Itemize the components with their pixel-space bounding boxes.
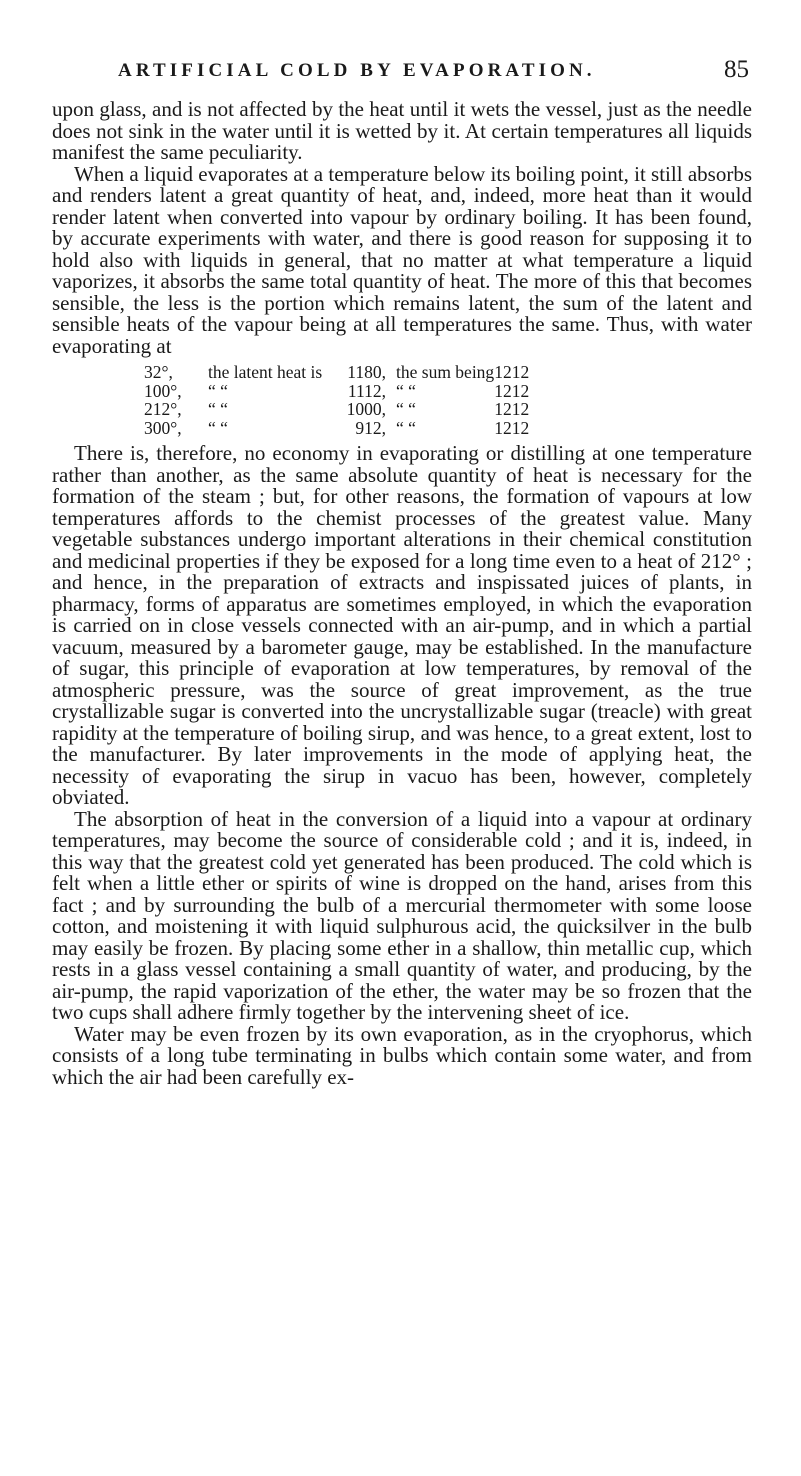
page-body: [52, 99, 752, 1088]
latent-heat-cell: 1000,: [346, 399, 386, 419]
latent-label-cell: “ “: [208, 399, 228, 419]
sum-label-cell: “ “: [396, 399, 416, 419]
sum-cell: 1212: [494, 380, 530, 401]
table-row: [144, 363, 529, 382]
paragraph: upon glass, and is not affected by the heat until it wets the vessel, just as the needle does not sink in the water until it is wetted by it. At certain temperatures all liquids manifest the same peculiarity.: [52, 97, 752, 164]
paragraph: Water may be even frozen by its own evaporation, as in the cryophorus, which consists of a long tube terminating in bulbs which contain some water, and from which the air had been carefully ex-: [52, 1021, 752, 1089]
temperature-cell: 300°,: [144, 417, 182, 438]
running-title: ARTIFICIAL COLD BY EVAPORATION.: [118, 60, 596, 81]
paragraph: There is, therefore, no economy in evaporating or distilling at one temperature rather than another, as the same absolute quantity of heat is necessary for the formation of the steam ; but, for other reasons, the formation of vapours at low temperatures affords to the chemist processes of the greatest value. Many vegetable substances undergo important alterations in their chemical constitution and medicinal properties if they be exposed for a long time even to a heat of 212° ; and hence, in the preparation of extracts and inspissated juices of plants, in pharmacy, forms of apparatus are sometimes employed, in which the evaporation is carried on in close vessels connected with an air-pump, and in which a partial vacuum, measured by a barometer gauge, may be established. In the manufacture of sugar, this principle of evaporation at low temperatures, by removal of the atmospheric pressure, was the source of great improvement, as the true crystallizable sugar is converted into the uncrystallizable sugar (treacle) with great rapidity at the temperature of boiling sirup, and was hence, to a great extent, lost to the manufacturer. By later improvements in the mode of applying heat, the necessity of evaporating the sirup in vacuo has been, however, completely obviated.: [52, 441, 752, 809]
sum-label-cell: “ “: [396, 417, 416, 438]
sum-label-cell: “ “: [396, 380, 416, 401]
table-row: [144, 419, 529, 438]
latent-label-cell: “ “: [208, 380, 228, 401]
paragraph: The absorption of heat in the conversion of a liquid into a vapour at ordinary temperatures, may become the source of considerable cold ; and it is, indeed, in this way that the greatest cold yet generated has been produced. The cold which is felt when a little ether or spirits of wine is dropped on the hand, arises from this fact ; and by surrounding the bulb of a mercurial thermometer with some loose cotton, and moistening it with liquid sulphurous acid, the quicksilver in the bulb may easily be frozen. By placing some ether in a shallow, thin metallic cup, which rests in a glass vessel containing a small quantity of water, and producing, by the air-pump, the rapid vaporization of the ether, the water may be so frozen that the two cups shall adhere firmly together by the intervening sheet of ice.: [52, 806, 752, 1024]
table-row: [144, 382, 529, 401]
latent-label-cell: “ “: [208, 417, 228, 438]
sum-cell: 1212: [494, 417, 530, 438]
table-row: [144, 400, 529, 419]
latent-label-cell: the latent heat is: [208, 362, 323, 382]
latent-heat-table: [144, 363, 529, 437]
paragraph: When a liquid evaporates at a temperature below its boiling point, it still absorbs and renders latent a great quantity of heat, and, indeed, more heat than it would render latent when converted into vapour by ordinary boiling. It has been found, by accurate experiments with water, and there is good reason for supposing it to hold also with liquids in general, that no matter at what temperature a liquid vaporizes, it absorbs the same total quantity of heat. The more of this that becomes sensible, the less is the portion which remains latent, the sum of the latent and sensible heats of the vapour being at all temperatures the same. Thus, with water evaporating at: [52, 161, 752, 358]
temperature-cell: 212°,: [144, 399, 182, 419]
temperature-cell: 32°,: [144, 362, 173, 382]
temperature-cell: 100°,: [144, 380, 182, 401]
latent-heat-cell: 912,: [355, 417, 386, 438]
sum-label-cell: the sum being: [396, 362, 495, 382]
sum-cell: 1212: [494, 399, 530, 419]
page-number: 85: [724, 56, 749, 83]
sum-cell: 1212: [494, 362, 530, 382]
page-header: [0, 56, 801, 90]
latent-heat-cell: 1180,: [347, 362, 386, 382]
latent-heat-cell: 1112,: [347, 380, 386, 401]
